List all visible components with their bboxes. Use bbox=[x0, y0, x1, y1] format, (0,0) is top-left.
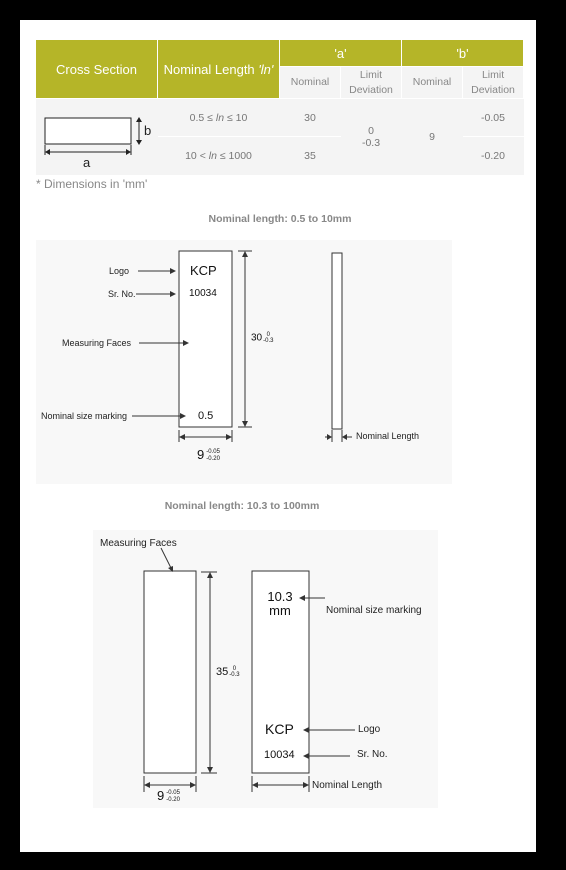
dimensions-note: * Dimensions in 'mm' bbox=[36, 177, 148, 191]
block-serial-number-2: 10034 bbox=[264, 749, 295, 761]
section2-diagram bbox=[93, 530, 438, 808]
sr-no-label-2: Sr. No. bbox=[357, 749, 388, 760]
specification-table bbox=[35, 39, 524, 175]
header-b: 'b' bbox=[402, 40, 524, 67]
block-size-marking-2: 10.3 mm bbox=[267, 589, 293, 618]
header-a-limit-deviation: Limit Deviation bbox=[341, 67, 402, 99]
cross-section-b-label: b bbox=[143, 123, 151, 138]
header-cross-section: Cross Section bbox=[36, 40, 158, 99]
width-dimension-2: 9 -0.05 -0.20 bbox=[157, 788, 180, 803]
cross-section-a-label: a bbox=[82, 155, 90, 170]
height-dimension: 30 0 -0.3 bbox=[251, 332, 274, 344]
b-nominal-cell: 9 bbox=[402, 99, 463, 175]
b-limit-cell-2: -0.20 bbox=[463, 137, 524, 175]
section2-drawing bbox=[93, 530, 438, 808]
width-dimension: 9 -0.05 -0.20 bbox=[197, 447, 220, 462]
header-b-nominal: Nominal bbox=[402, 67, 463, 99]
header-b-limit-deviation: Limit Deviation bbox=[463, 67, 524, 99]
measuring-faces-label: Measuring Faces bbox=[62, 338, 132, 348]
logo-label: Logo bbox=[109, 266, 130, 276]
nominal-length-label: Nominal Length bbox=[356, 431, 420, 441]
a-limit-cell: 0 -0.3 bbox=[341, 99, 402, 175]
range-cell-2: 10 < ln ≤ 1000 bbox=[158, 137, 280, 175]
nominal-size-marking-label-2: Nominal size marking bbox=[326, 605, 422, 616]
block-logo: KCP bbox=[190, 263, 217, 278]
measuring-faces-label-2: Measuring Faces bbox=[100, 538, 177, 549]
header-nominal-length: Nominal Length 'ln' bbox=[158, 40, 280, 99]
b-limit-cell-1: -0.05 bbox=[463, 99, 524, 137]
sr-no-label: Sr. No. bbox=[108, 289, 136, 299]
section1-drawing bbox=[36, 240, 452, 484]
nominal-size-marking-label: Nominal size marking bbox=[41, 411, 128, 421]
section2-title: Nominal length: 10.3 to 100mm bbox=[164, 500, 320, 512]
header-a-nominal: Nominal bbox=[280, 67, 341, 99]
header-a: 'a' bbox=[280, 40, 402, 67]
a-nominal-cell-2: 35 bbox=[280, 137, 341, 175]
section1-title: Nominal length: 0.5 to 10mm bbox=[208, 213, 352, 225]
a-nominal-cell-1: 30 bbox=[280, 99, 341, 137]
nominal-length-label-2: Nominal Length bbox=[312, 780, 383, 791]
cross-section-diagram-cell bbox=[36, 99, 158, 175]
block-logo-2: KCP bbox=[265, 721, 294, 737]
height-dimension-2: 35 0 -0.3 bbox=[216, 666, 240, 679]
range-cell-1: 0.5 ≤ ln ≤ 10 bbox=[158, 99, 280, 137]
logo-label-2: Logo bbox=[358, 724, 381, 735]
section1-diagram bbox=[36, 240, 452, 484]
block-serial-number: 10034 bbox=[189, 288, 217, 299]
cross-section-diagram bbox=[36, 99, 158, 175]
block-size-marking: 0.5 bbox=[198, 410, 214, 422]
